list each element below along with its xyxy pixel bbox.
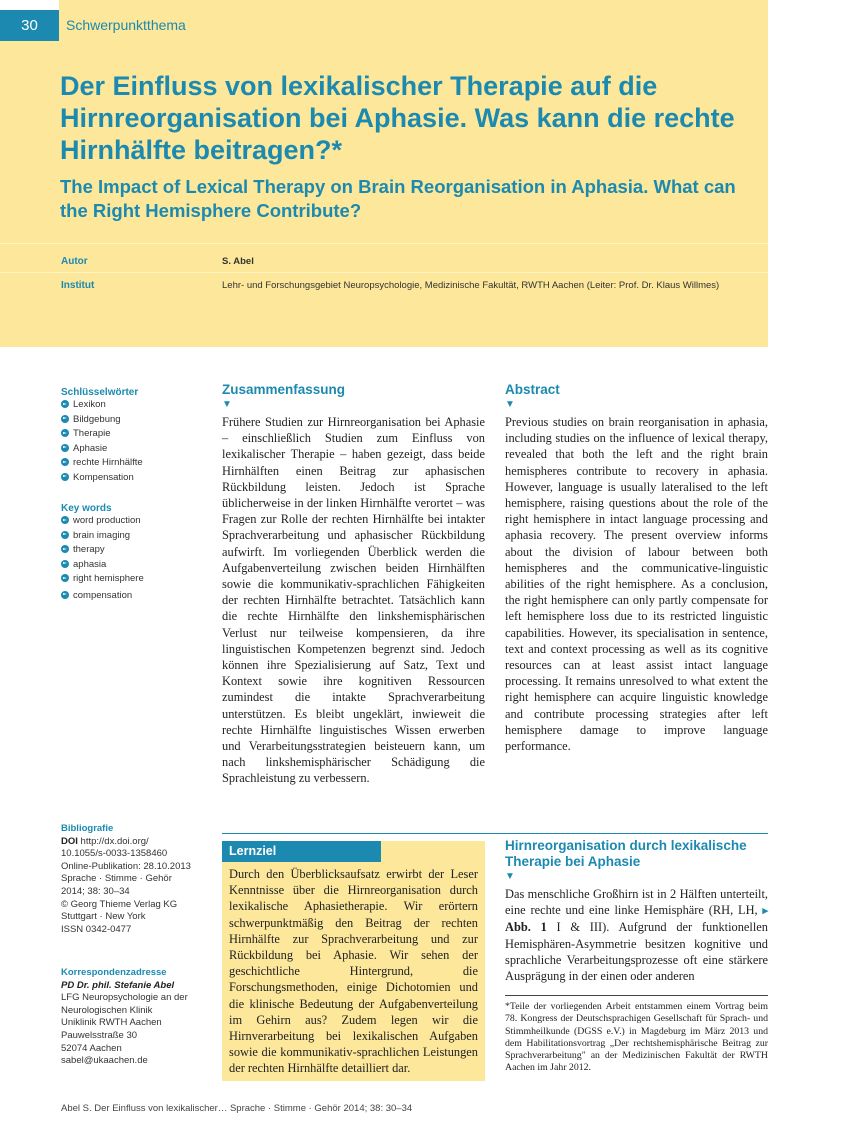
biblio-line: Online-Publikation: 28.10.2013 [61, 860, 191, 872]
figure-ref-icon: ▸ [762, 905, 769, 918]
keyword-item: right hemisphere [61, 572, 211, 587]
bullet-icon [61, 429, 69, 437]
address-line: Pauwelsstraße 30 [61, 1029, 138, 1041]
title-german: Der Einfluss von lexikalischer Therapie auf die Hirnreorganisation bei Aphasie. Was kann die rechte Hirnhälfte beitragen?* [60, 71, 735, 165]
abstract-heading: Abstract [505, 382, 560, 397]
bullet-icon [61, 560, 69, 568]
section1-heading: Hirnreorganisation durch lexikalische Therapie bei Aphasie [505, 838, 747, 869]
keyword-item: therapy [61, 543, 211, 558]
footnote: *Teile der vorliegenden Arbeit entstammen einem Vortrag beim 78. Kongress der Deutschsprachigen Gesellschaft für Sprach- und Stimmheilkunde (DGSS e.V.) in Magdeburg im März 2013 und dem Habilitationsvortrag „Der rechtshemisphärische Beitrag zur Sprachverarbeitung" an der Medizinischen Fakultät der RWTH Aachen im Jahr 2012. [505, 1001, 768, 1074]
title-divider [0, 243, 768, 244]
triangle-down-icon: ▼ [505, 399, 515, 410]
keyword-item: rechte Hirnhälfte [61, 456, 211, 471]
bullet-icon [61, 516, 69, 524]
korrespondenz-heading: Korrespondenzadresse [61, 967, 167, 978]
triangle-down-icon: ▼ [505, 871, 515, 882]
footnote-divider [505, 995, 768, 996]
section-label: Schwerpunktthema [66, 17, 186, 33]
author-label: Autor [61, 256, 88, 267]
keywords-en-heading: Key words [61, 503, 112, 514]
doi-label: DOI [61, 835, 78, 847]
section-divider [222, 833, 768, 834]
institute-name: Lehr- und Forschungsgebiet Neuropsychologie, Medizinische Fakultät, RWTH Aachen (Leiter: Prof. Dr. Klaus Willmes) [222, 280, 720, 291]
institute-label: Institut [61, 280, 95, 291]
author-name: S. Abel [222, 256, 254, 267]
address-line: 52074 Aachen [61, 1042, 122, 1054]
bibliografie-heading: Bibliografie [61, 823, 114, 834]
keywords-de [61, 387, 211, 485]
keyword-item: aphasia [61, 558, 211, 573]
lernziel-text: Durch den Überblicksaufsatz erwirbt der Leser Kenntnisse über die Hirnreorganisation durch lexikalische Aphasietherapie. Wir erörtern schwerpunktmäßig den Beitrag der rechten Hirnhälfte zur Sprachverarbeitung und zur Rückbildung bei Aphasie. Wir sehen der geschichtliche Hintergrund, die Forschungsmethoden, einige Dichotomien und die klinische Bedeutung der Aufgabenverteilung im Gehirn aus? Zudem legen wir die Hirnverarbeitung bei lexikalischen Aufgaben sowie die kommunikativ-sprachlichen Leistungen der rechten Hirnhälfte detailliert dar. [229, 867, 478, 1076]
lernziel-heading: Lernziel [222, 841, 381, 862]
biblio-line: Sprache · Stimme · Gehör [61, 873, 172, 885]
address-line: Neurologischen Klinik [61, 1004, 153, 1016]
zusammenfassung-text: Frühere Studien zur Hirnreorganisation bei Aphasie – einschließlich Studien zum Einfluss von lexikalischer Therapie – haben gezeigt, dass beide Hirnhälften einen Beitrag zur aphasischen Rückbildung leisten. Jedoch ist Sprache üblicherweise in der linken Hirnhälfte verortet – was Fragen zur Rolle der rechten Hirnhälfte bei intakter Sprachverarbeitung und aphasischer Rückbildung aufwirft. Im vorliegenden Überblick werden die Aufgabenverteilung zwischen beiden Hirnhälften sowie die kommunikativ-sprachlichen Fähigkeiten der rechten Hirnhälfte betrachtet. Tatsächlich kann die rechte Hirnhälfte den linkshemisphärischen Verlust nur teilweise kompensieren, da ihre linguistischen Kompetenzen begrenzt sind. Jedoch können ihre Spezialisierung auf Satz, Text und Kontext sowie ihre kognitiven Ressourcen zumindest die intakte Sprachverarbeitung unterstützen. Es bleibt ungeklärt, inwieweit die rechte Hirnhälfte linguistisches Wissen erwerben und Verarbeitungsstrategien beisteuern kann, um nach linkshemisphärischer Schädigung die Sprachleistung zu verbessern. [222, 415, 485, 786]
bullet-icon [61, 400, 69, 408]
bullet-icon [61, 473, 69, 481]
keyword-item: brain imaging [61, 529, 211, 544]
biblio-line: ISSN 0342-0477 [61, 923, 132, 935]
bullet-icon [61, 545, 69, 553]
biblio-line: 2014; 38: 30–34 [61, 885, 130, 897]
email-link[interactable]: sabel@ukaachen.de [61, 1055, 148, 1067]
biblio-line: © Georg Thieme Verlag KG [61, 898, 178, 910]
doi-link[interactable]: http://dx.doi.org/ [80, 835, 149, 847]
bibliografie [61, 823, 211, 936]
keyword-item: Bildgebung [61, 413, 211, 428]
page-footer: Abel S. Der Einfluss von lexikalischer… Sprache · Stimme · Gehör 2014; 38: 30–34 [61, 1103, 413, 1114]
bullet-icon [61, 444, 69, 452]
bullet-icon [61, 531, 69, 539]
meta-divider [0, 272, 768, 273]
abstract-text: Previous studies on brain reorganisation in aphasia, including studies on the influence of lexical therapy, revealed that both the left and the right brain hemispheres contribute to recovery in aphasia. However, language is usually lateralised to the left hemisphere, raising questions about the role of the right hemisphere in intact language processing and aphasia recovery. The present overview informs about the division of labour between both hemispheres and the communicative-linguistic abilities of the right hemisphere. As a conclusion, the right hemisphere can only partly compensate for left hemisphere loss due to its restricted linguistic capabilities. However, its specialisation in sentence, text and context processing as well as its cognitive resources can at least assist intact language processing. It remains unresolved to what extent the right hemisphere can acquire linguistic knowledge and contribute processing strategies after left hemisphere damage to improve language performance. [505, 415, 768, 754]
keyword-item: Aphasie [61, 442, 211, 457]
bullet-icon [61, 458, 69, 466]
figure-ref-link[interactable]: Abb. 1 [505, 920, 547, 935]
bullet-icon [61, 591, 69, 599]
page-number: 30 [0, 10, 59, 41]
keyword-item: Therapie [61, 427, 211, 442]
biblio-line: Stuttgart · New York [61, 911, 146, 923]
title-english: The Impact of Lexical Therapy on Brain Reorganisation in Aphasia. What can the Right Hemisphere Contribute? [60, 176, 736, 221]
triangle-down-icon: ▼ [222, 399, 232, 410]
korrespondenz [61, 967, 211, 1068]
keywords-en [61, 503, 211, 603]
zusammenfassung-heading: Zusammenfassung [222, 382, 346, 397]
section1-text: Das menschliche Großhirn ist in 2 Hälften unterteilt, eine rechte und eine linke Hemisphäre (RH, LH, ▸ Abb. 1 I & III). Aufgrund der funktionellen Hemisphären-Asymmetrie besitzen kognitive und sprachliche Verarbeitungsprozesse oft eine stärkere Ausprägung in der einen oder anderen [505, 887, 769, 984]
keyword-item: word production [61, 514, 211, 529]
biblio-line: 10.1055/s-0033-1358460 [61, 848, 168, 860]
bullet-icon [61, 574, 69, 582]
bullet-icon [61, 415, 69, 423]
keyword-item: compensation [61, 589, 211, 604]
keywords-de-heading: Schlüsselwörter [61, 387, 139, 398]
keyword-item: Kompensation [61, 471, 211, 486]
address-line: LFG Neuropsychologie an der [61, 992, 188, 1004]
correspondent-name: PD Dr. phil. Stefanie Abel [61, 979, 175, 991]
keyword-item: Lexikon [61, 398, 211, 413]
address-line: Uniklinik RWTH Aachen [61, 1017, 162, 1029]
